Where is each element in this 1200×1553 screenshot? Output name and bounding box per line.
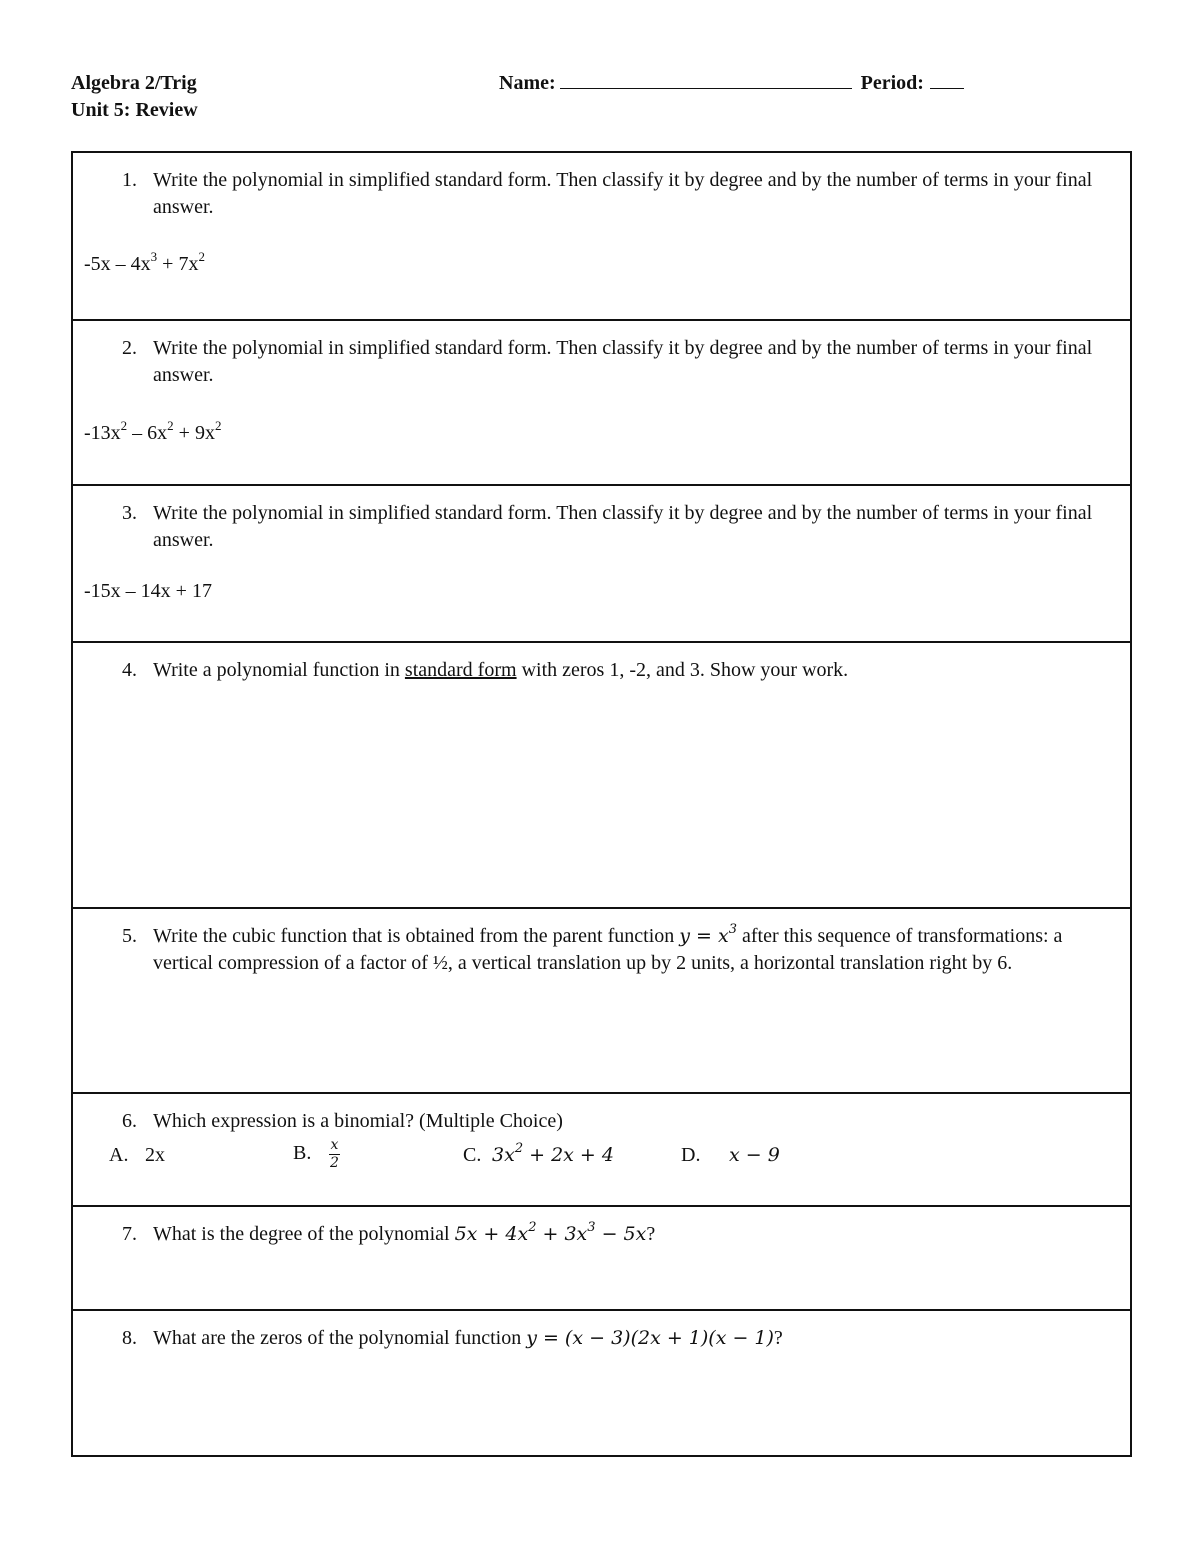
underlined-term: standard form <box>404 659 517 681</box>
question-text: Write the cubic function that is obtained from the parent function $y = x^3$ after this sequence of transformations: a vertical compression of a factor of ½, a vertical translation up by 2 units, a horizontal translation right by 6. <box>153 922 1063 974</box>
question-number: 5. <box>122 925 137 947</box>
choice-a[interactable]: A. 2x <box>109 1144 165 1166</box>
unit-title: Unit 5: Review <box>71 99 198 121</box>
period-label: Period: <box>860 72 924 94</box>
fraction: $\frac{x}{2}$ <box>330 1137 339 1171</box>
question-2 <box>73 321 1130 486</box>
question-text: What are the zeros of the polynomial function y = (x − 3)(2x + 1)(x − 1)? <box>153 1327 783 1349</box>
question-8 <box>73 1311 1130 1455</box>
question-table <box>71 151 1132 1457</box>
question-1-expression: $-5x - 4x^3 + 7x^2$ <box>84 249 205 275</box>
question-3-expression: -15x – 14x + 17 <box>84 580 212 602</box>
choice-c[interactable]: C. $3x^2 + 2x + 4$ <box>463 1141 614 1166</box>
question-text: Write the polynomial in simplified standard form. Then classify it by degree and by the number of terms in your final answer. <box>153 502 1093 551</box>
question-3 <box>73 486 1130 643</box>
name-label: Name: <box>499 72 556 94</box>
question-text: Which expression is a binomial? (Multiple Choice) <box>153 1110 563 1132</box>
question-number: 1. <box>122 169 137 191</box>
question-number: 3. <box>122 502 137 524</box>
question-number: 8. <box>122 1327 137 1349</box>
question-2-expression: $-13x^2 - 6x^2 + 9x^2$ <box>84 418 222 444</box>
name-blank[interactable] <box>560 70 852 89</box>
choice-d[interactable]: D. x − 9 <box>681 1144 780 1166</box>
question-text: Write the polynomial in simplified standard form. Then classify it by degree and by the number of terms in your final answer. <box>153 337 1093 386</box>
period-blank[interactable] <box>930 70 964 89</box>
student-fields <box>499 70 964 97</box>
question-1 <box>73 153 1130 321</box>
question-number: 6. <box>122 1110 137 1132</box>
question-number: 7. <box>122 1223 137 1245</box>
question-5 <box>73 909 1130 1094</box>
course-title: Algebra 2/Trig <box>71 72 197 94</box>
polynomial-expression: $5x + 4x^2 + 3x^3 - 5x$ <box>454 1220 647 1245</box>
question-number: 2. <box>122 337 137 359</box>
question-6 <box>73 1094 1130 1207</box>
question-text: What is the degree of the polynomial $5x + 4x^2 + 3x^3 - 5x$? <box>153 1220 656 1245</box>
answer-choices <box>109 1137 1097 1192</box>
parent-function: $y = x^3$ <box>679 922 737 947</box>
question-text: Write a polynomial function in standard form with zeros 1, -2, and 3. Show your work. <box>153 659 849 681</box>
polynomial-function: y = (x − 3)(2x + 1)(x − 1) <box>526 1327 774 1349</box>
question-7 <box>73 1207 1130 1311</box>
choice-b[interactable]: B. $\frac{x}{2}$ <box>293 1137 339 1171</box>
course-info <box>71 70 198 124</box>
question-4 <box>73 643 1130 909</box>
question-number: 4. <box>122 659 137 681</box>
question-text: Write the polynomial in simplified standard form. Then classify it by degree and by the number of terms in your final answer. <box>153 169 1093 218</box>
